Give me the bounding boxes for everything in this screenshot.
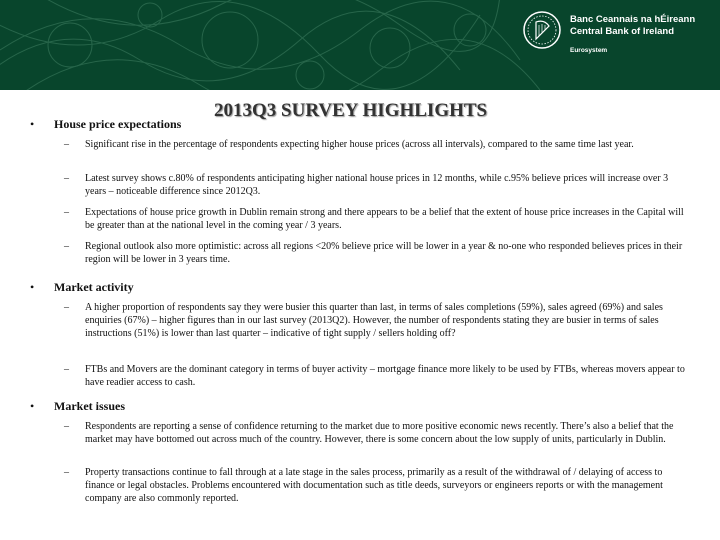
list-item-text: FTBs and Movers are the dominant category in terms of buyer activity – mortgage finance more likely to be used by FTBs, whereas movers appear to have readier access to cash. xyxy=(85,364,685,388)
list-item-text: Property transactions continue to fall through at a late stage in the sales process, primarily as a result of the withdrawal of / delaying of access to finance or legal obstacles. Problems encountered with documentation such as title deeds, surveyors or engineers reports or with the management company are also commonly reported. xyxy=(85,467,663,504)
dash-icon: – xyxy=(64,241,69,252)
bullet-icon: • xyxy=(30,117,35,131)
list-item-text: A higher proportion of respondents say they were busier this quarter than last, in terms of sales completions (59%), sales agreed (69%) and sales enquiries (67%) – higher figures than in our last survey (2013Q2). However, the number of respondents stating they are busier in terms of sales instructions (51%) is lower than last quarter – indicative of tight supply / sellers holding off? xyxy=(85,302,663,339)
dash-icon: – xyxy=(64,302,69,313)
eurosystem-label: Eurosystem xyxy=(570,47,608,54)
list-item-text: Regional outlook also more optimistic: across all regions <20% believe price will be lower in a year & no-one who responded believes prices in their region will be lower in 3 years time. xyxy=(85,241,683,265)
section-heading: Market activity xyxy=(54,280,134,294)
dash-icon: – xyxy=(64,207,69,218)
list-item-text: Expectations of house price growth in Dublin remain strong and there appears to be a belief that the extent of house price increases in the Capital will be greater than at the national level in the coming year / 3 years. xyxy=(85,207,684,231)
dash-icon: – xyxy=(64,139,69,150)
header-banner xyxy=(0,0,720,90)
dash-icon: – xyxy=(64,364,69,375)
dash-icon: – xyxy=(64,421,69,432)
page-title: 2013Q3 SURVEY HIGHLIGHTS xyxy=(214,100,488,121)
section-heading: House price expectations xyxy=(54,117,182,131)
dash-icon: – xyxy=(64,467,69,478)
section-heading: Market issues xyxy=(54,399,125,413)
bullet-icon: • xyxy=(30,280,35,294)
bank-name xyxy=(570,14,695,38)
bank-name-english: Central Bank of Ireland xyxy=(570,26,674,37)
dash-icon: – xyxy=(64,173,69,184)
list-item-text: Respondents are reporting a sense of confidence returning to the market due to more positive economic news recently. There’s also a belief that the market may have bottomed out across much of the country. However, there is some concern about the low supply of units, particularly in Dublin. xyxy=(85,421,674,445)
bank-name-irish: Banc Ceannais na hÉireann xyxy=(570,14,696,25)
bullet-icon: • xyxy=(30,399,35,413)
list-item-text: Significant rise in the percentage of respondents expecting higher house prices (across all intervals), compared to the same time last year. xyxy=(85,139,634,150)
list-item-text: Latest survey shows c.80% of respondents anticipating higher national house prices in 12 months, while c.95% believe prices will increase over 3 years – noticeable difference since 2012Q3. xyxy=(85,173,669,197)
harp-seal-icon xyxy=(522,10,562,50)
